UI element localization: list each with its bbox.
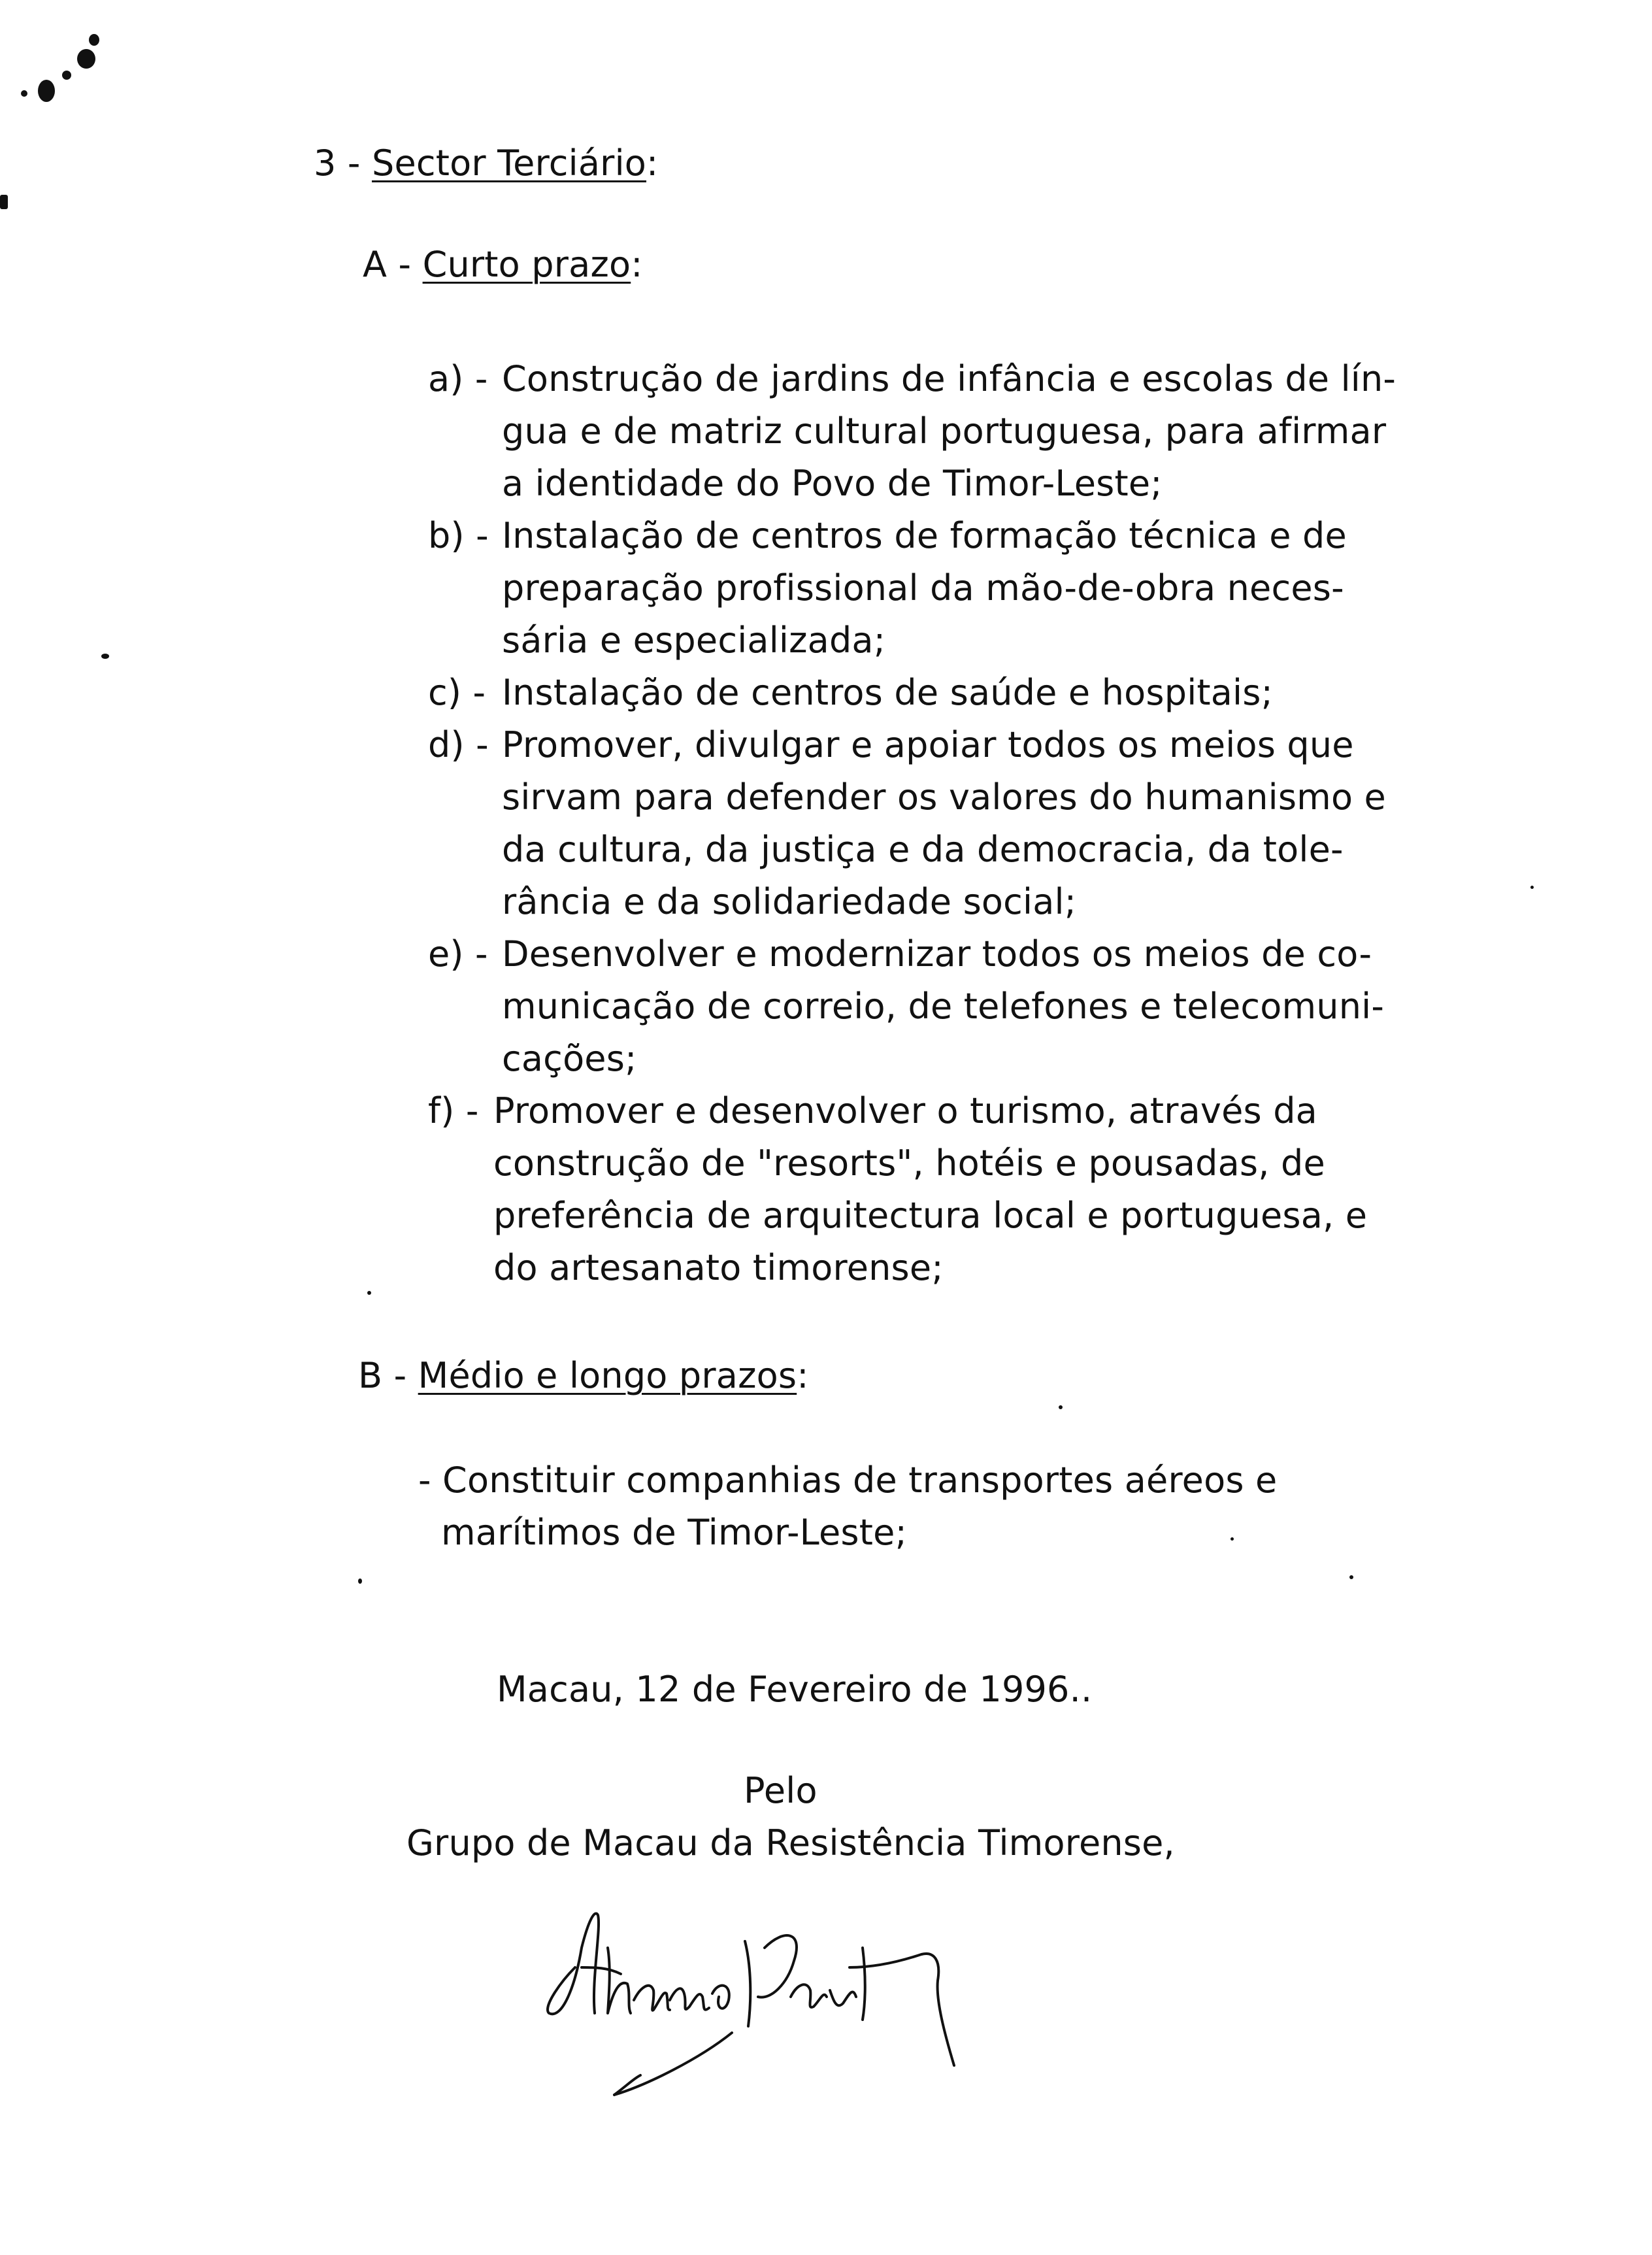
scan-speck [1349, 1575, 1353, 1579]
part-b-line: marítimos de Timor-Leste; [441, 1512, 907, 1553]
list-item-line: Construção de jardins de infância e escolas de lín- [502, 358, 1396, 399]
section-title: Sector Terciário [371, 142, 647, 184]
list-item-line: do artesanato timorense; [493, 1247, 944, 1288]
part-b-colon: : [797, 1355, 809, 1396]
section-number: 3 - [314, 142, 361, 184]
list-item-line: Promover, divulgar e apoiar todos os meios que [502, 724, 1354, 765]
scan-speck [367, 1291, 371, 1295]
list-item-line: sirvam para defender os valores do humanismo e [502, 777, 1386, 818]
part-a-letter: A - [363, 244, 412, 285]
scan-speck [62, 71, 71, 80]
list-item-line: Instalação de centros de formação técnica e de [502, 515, 1347, 556]
part-a-heading [363, 239, 643, 291]
list-item-line: gua e de matriz cultural portuguesa, para afirmar [502, 410, 1387, 452]
part-a-title: Curto prazo [422, 244, 631, 285]
signatory-group: Grupo de Macau da Resistência Timorense, [406, 1822, 1175, 1863]
list-item-line: municação de correio, de telefones e telecomuni- [502, 986, 1385, 1027]
list-item-line: da cultura, da justiça e da democracia, da tole- [502, 829, 1344, 870]
scan-speck [358, 1578, 362, 1584]
list-item-line: Instalação de centros de saúde e hospitais; [502, 672, 1273, 713]
part-b-line: - Constituir companhias de transportes aéreos e [418, 1460, 1278, 1501]
section-colon: : [646, 142, 659, 184]
part-a-colon: : [631, 244, 643, 285]
list-item-label: a) - [428, 358, 488, 399]
section-heading [314, 137, 658, 190]
part-b-heading [358, 1350, 809, 1402]
scan-speck [77, 49, 95, 69]
scan-speck [0, 195, 8, 209]
place-date: Macau, 12 de Fevereiro de 1996.. [497, 1669, 1093, 1710]
list-item-line: Desenvolver e modernizar todos os meios de co- [502, 933, 1372, 975]
list-item-label: e) - [428, 933, 488, 975]
list-item-line: preferência de arquitectura local e portuguesa, e [493, 1195, 1368, 1236]
signatory-prefix: Pelo [744, 1770, 818, 1811]
list-item-label: b) - [428, 515, 489, 556]
list-item-line: rância e da solidariedade social; [502, 881, 1077, 922]
scan-speck [1231, 1537, 1234, 1541]
list-item-label: d) - [428, 724, 489, 765]
scan-speck [89, 34, 99, 46]
part-b-letter: B - [358, 1355, 407, 1396]
scan-speck [101, 654, 109, 659]
list-item-line: construção de "resorts", hotéis e pousadas, de [493, 1143, 1325, 1184]
list-item-line: a identidade do Povo de Timor-Leste; [502, 463, 1163, 504]
list-item-label: c) - [428, 672, 486, 713]
list-item-line: cações; [502, 1038, 637, 1079]
part-b-title: Médio e longo prazos [418, 1355, 797, 1396]
list-item-line: Promover e desenvolver o turismo, através da [493, 1090, 1317, 1131]
list-item-line: sária e especializada; [502, 620, 886, 661]
scan-speck [38, 80, 55, 102]
scan-speck [21, 90, 27, 97]
list-item-line: preparação profissional da mão-de-obra neces- [502, 567, 1344, 609]
scan-speck [1059, 1405, 1063, 1409]
list-item-label: f) - [428, 1090, 479, 1131]
handwritten-signature [536, 1869, 993, 2105]
scan-speck [1530, 886, 1534, 889]
